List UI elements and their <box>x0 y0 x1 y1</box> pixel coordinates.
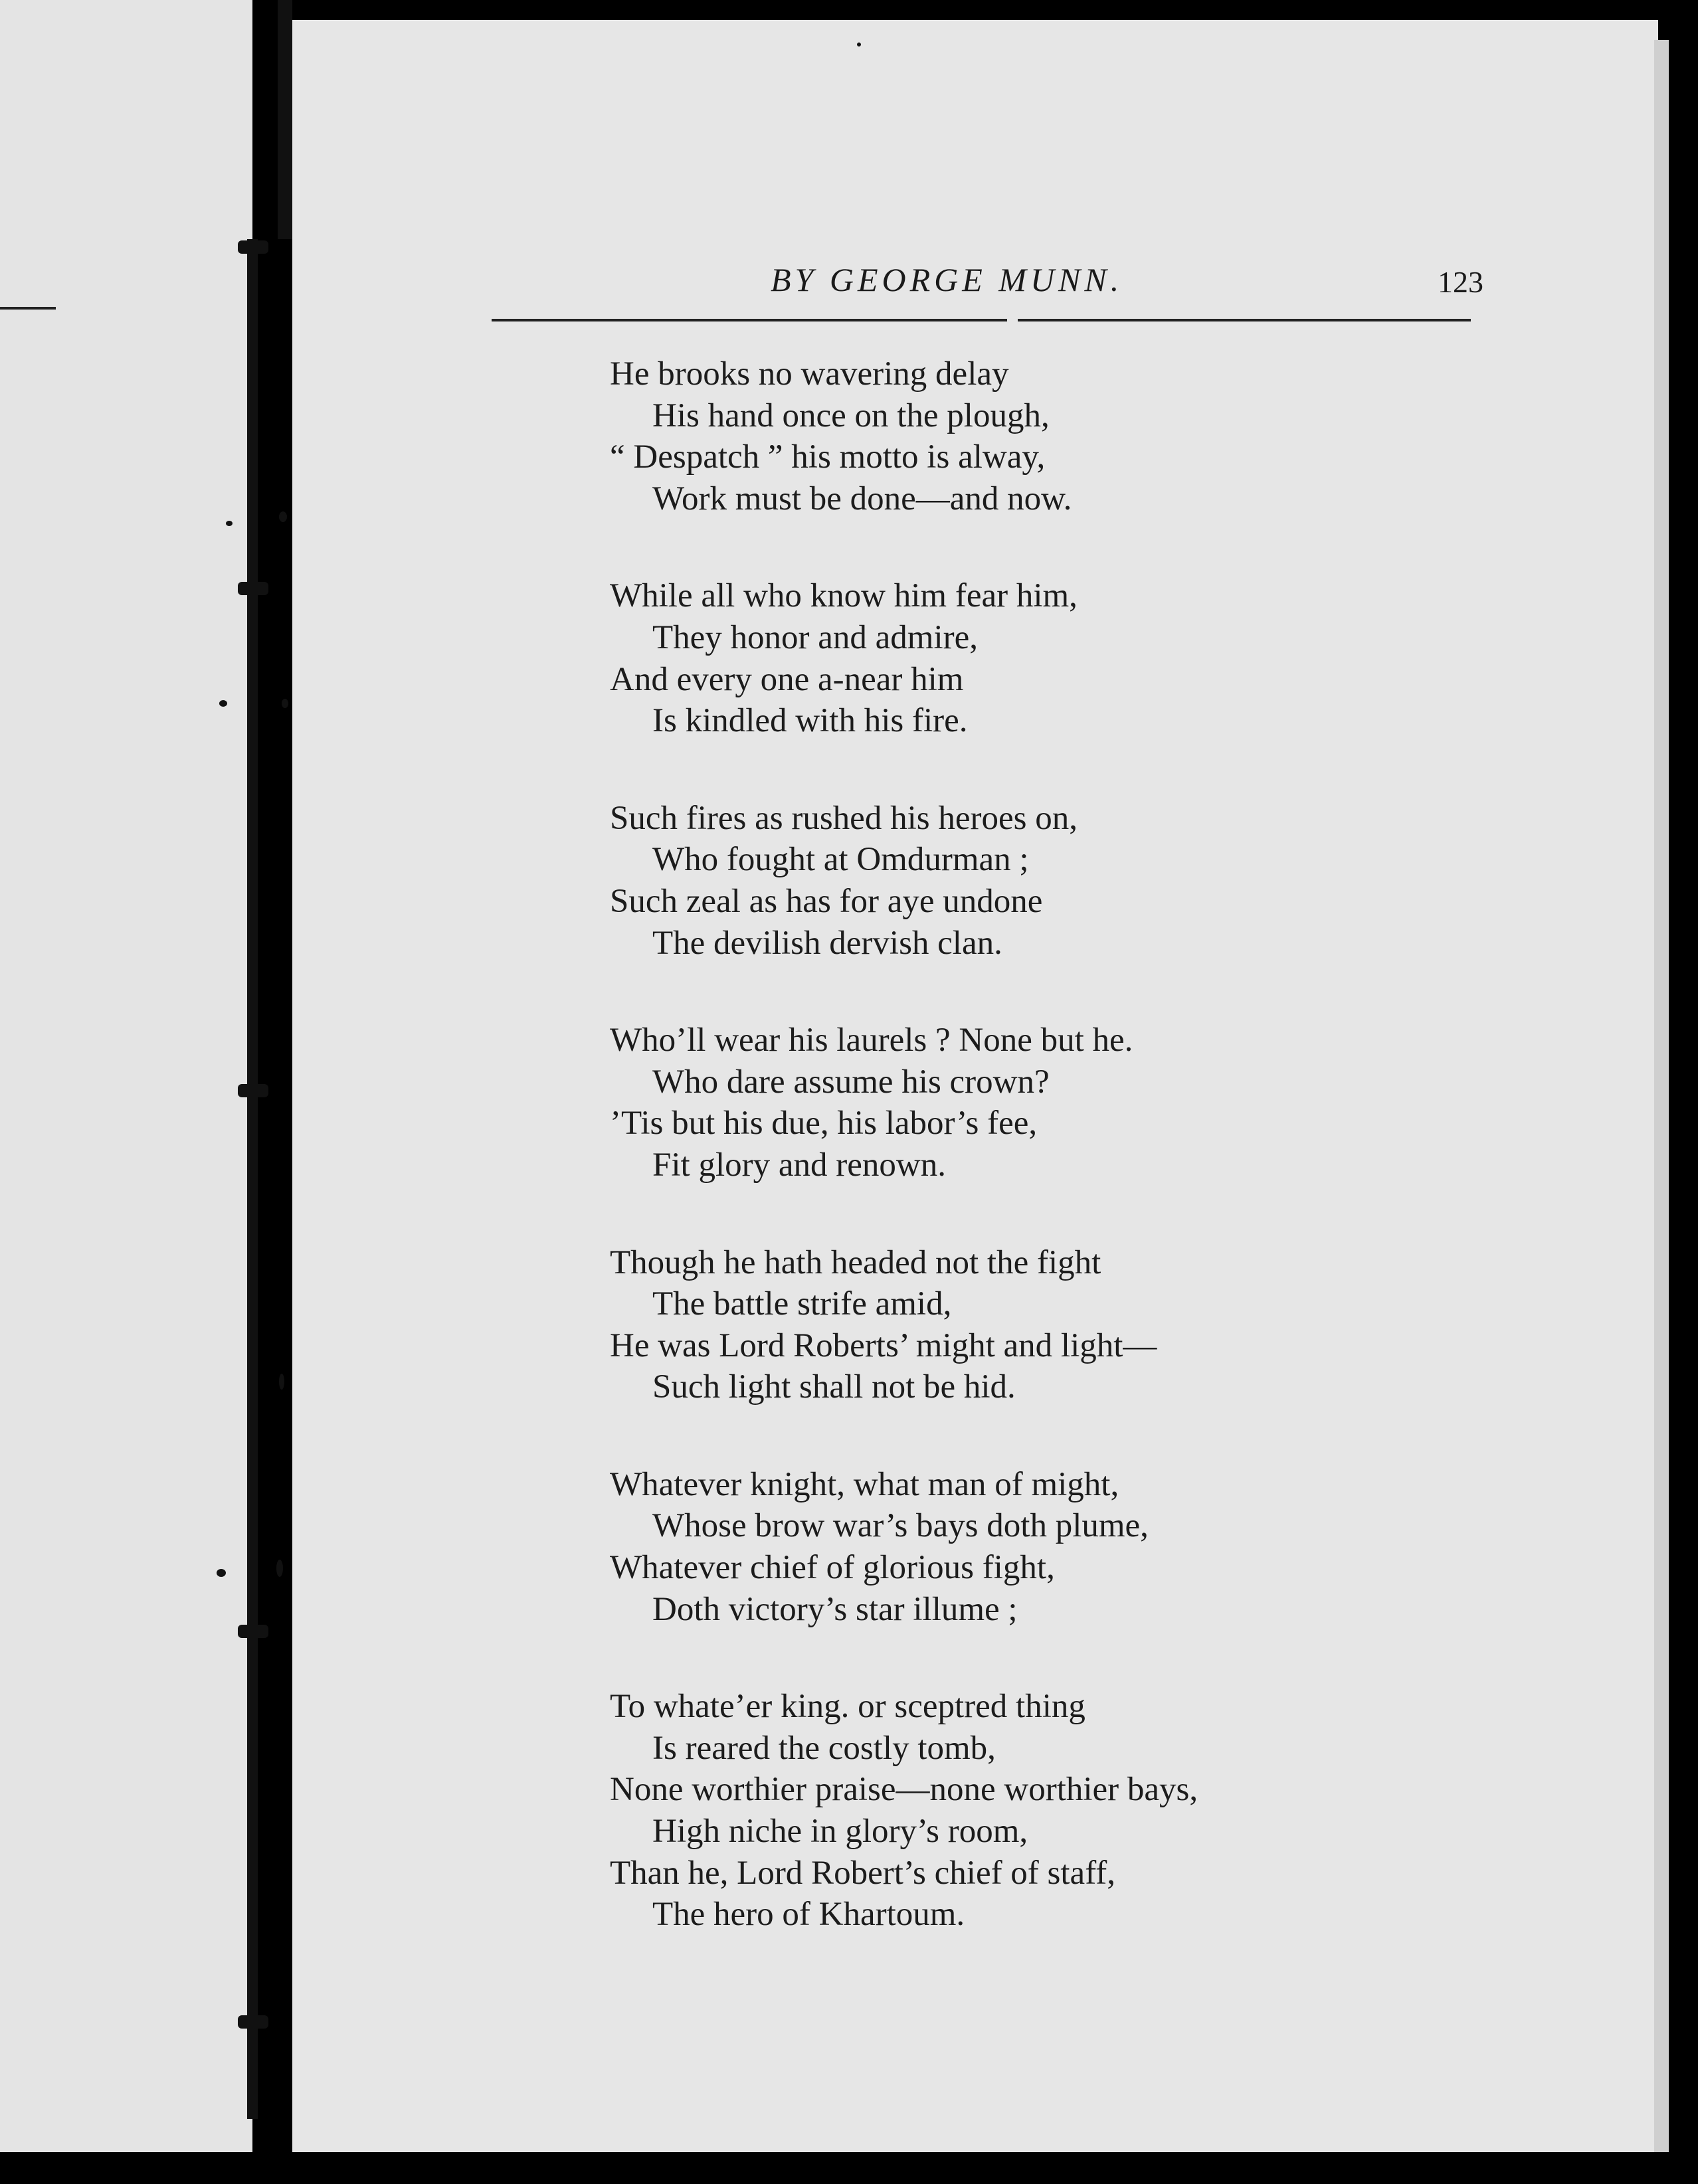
page-number: 123 <box>1438 265 1483 299</box>
ink-speck <box>279 511 287 522</box>
ink-speck <box>276 1560 283 1577</box>
poem-line: Whatever knight, what man of might, <box>610 1465 1119 1503</box>
poem-line: To whate’er king. or sceptred thing <box>610 1688 1085 1726</box>
poem-line: Is kindled with his fire. <box>652 702 968 740</box>
poem-line: Doth victory’s star illume ; <box>652 1590 1018 1628</box>
poem-line: While all who know him fear him, <box>610 577 1078 615</box>
poem-line: He was Lord Roberts’ might and light— <box>610 1326 1157 1364</box>
ink-speck <box>219 700 227 707</box>
poem-line: Work must be done—and now. <box>652 480 1072 517</box>
ink-speck <box>217 1569 226 1577</box>
binding-stitch <box>238 1625 268 1638</box>
ink-speck <box>857 43 861 46</box>
poem-line: Who’ll wear his laurels ? None but he. <box>610 1022 1133 1059</box>
ink-speck <box>226 521 233 526</box>
ink-speck <box>279 1374 284 1390</box>
stanza <box>610 1686 1540 1936</box>
poem-line: He brooks no wavering delay <box>610 355 1009 393</box>
stanza <box>610 1020 1540 1186</box>
header-rule <box>1018 319 1471 321</box>
stanza <box>610 1464 1540 1630</box>
previous-page-rule <box>0 307 56 310</box>
poem-line: They honor and admire, <box>652 618 979 656</box>
poem-line: Who dare assume his crown? <box>652 1063 1050 1101</box>
poem-line: The hero of Khartoum. <box>652 1896 965 1934</box>
poem-line: High niche in glory’s room, <box>652 1813 1028 1851</box>
poem-line: Though he hath headed not the fight <box>610 1243 1101 1281</box>
binding-spine <box>247 239 258 2119</box>
poem-line: ’Tis but his due, his labor’s fee, <box>610 1105 1038 1142</box>
page-edge-shadow <box>1654 40 1669 2152</box>
stanza <box>610 575 1540 741</box>
stanza <box>610 798 1540 964</box>
binding-spine-top <box>278 0 292 239</box>
poem-line: “ Despatch ” his motto is alway, <box>610 438 1046 476</box>
poem-line: And every one a-near him <box>610 660 964 698</box>
binding-stitch <box>238 582 268 595</box>
header-rule <box>492 319 1007 321</box>
poem-line: Such light shall not be hid. <box>652 1368 1016 1406</box>
ink-speck <box>282 699 288 708</box>
poem-line: Such fires as rushed his heroes on, <box>610 799 1078 837</box>
running-head: BY GEORGE MUNN. <box>771 261 1123 298</box>
poem-line: Whatever chief of glorious fight, <box>610 1549 1055 1587</box>
poem <box>610 353 1540 1991</box>
previous-page-edge <box>0 0 252 2152</box>
binding-stitch <box>238 240 268 254</box>
poem-line: The devilish dervish clan. <box>652 924 1002 962</box>
binding-stitch <box>238 2015 268 2029</box>
poem-line: None worthier praise—none worthier bays, <box>610 1771 1198 1809</box>
poem-line: Than he, Lord Robert’s chief of staff, <box>610 1854 1115 1892</box>
poem-line: Such zeal as has for aye undone <box>610 882 1043 920</box>
binding-stitch <box>238 1084 268 1097</box>
stanza <box>610 1242 1540 1408</box>
poem-line: Who fought at Omdurman ; <box>652 841 1029 879</box>
stanza <box>610 353 1540 519</box>
poem-line: Whose brow war’s bays doth plume, <box>652 1507 1149 1545</box>
poem-line: Is reared the costly tomb, <box>652 1729 996 1767</box>
poem-line: His hand once on the plough, <box>652 397 1050 434</box>
poem-line: Fit glory and renown. <box>652 1146 946 1184</box>
poem-line: The battle strife amid, <box>652 1285 952 1323</box>
